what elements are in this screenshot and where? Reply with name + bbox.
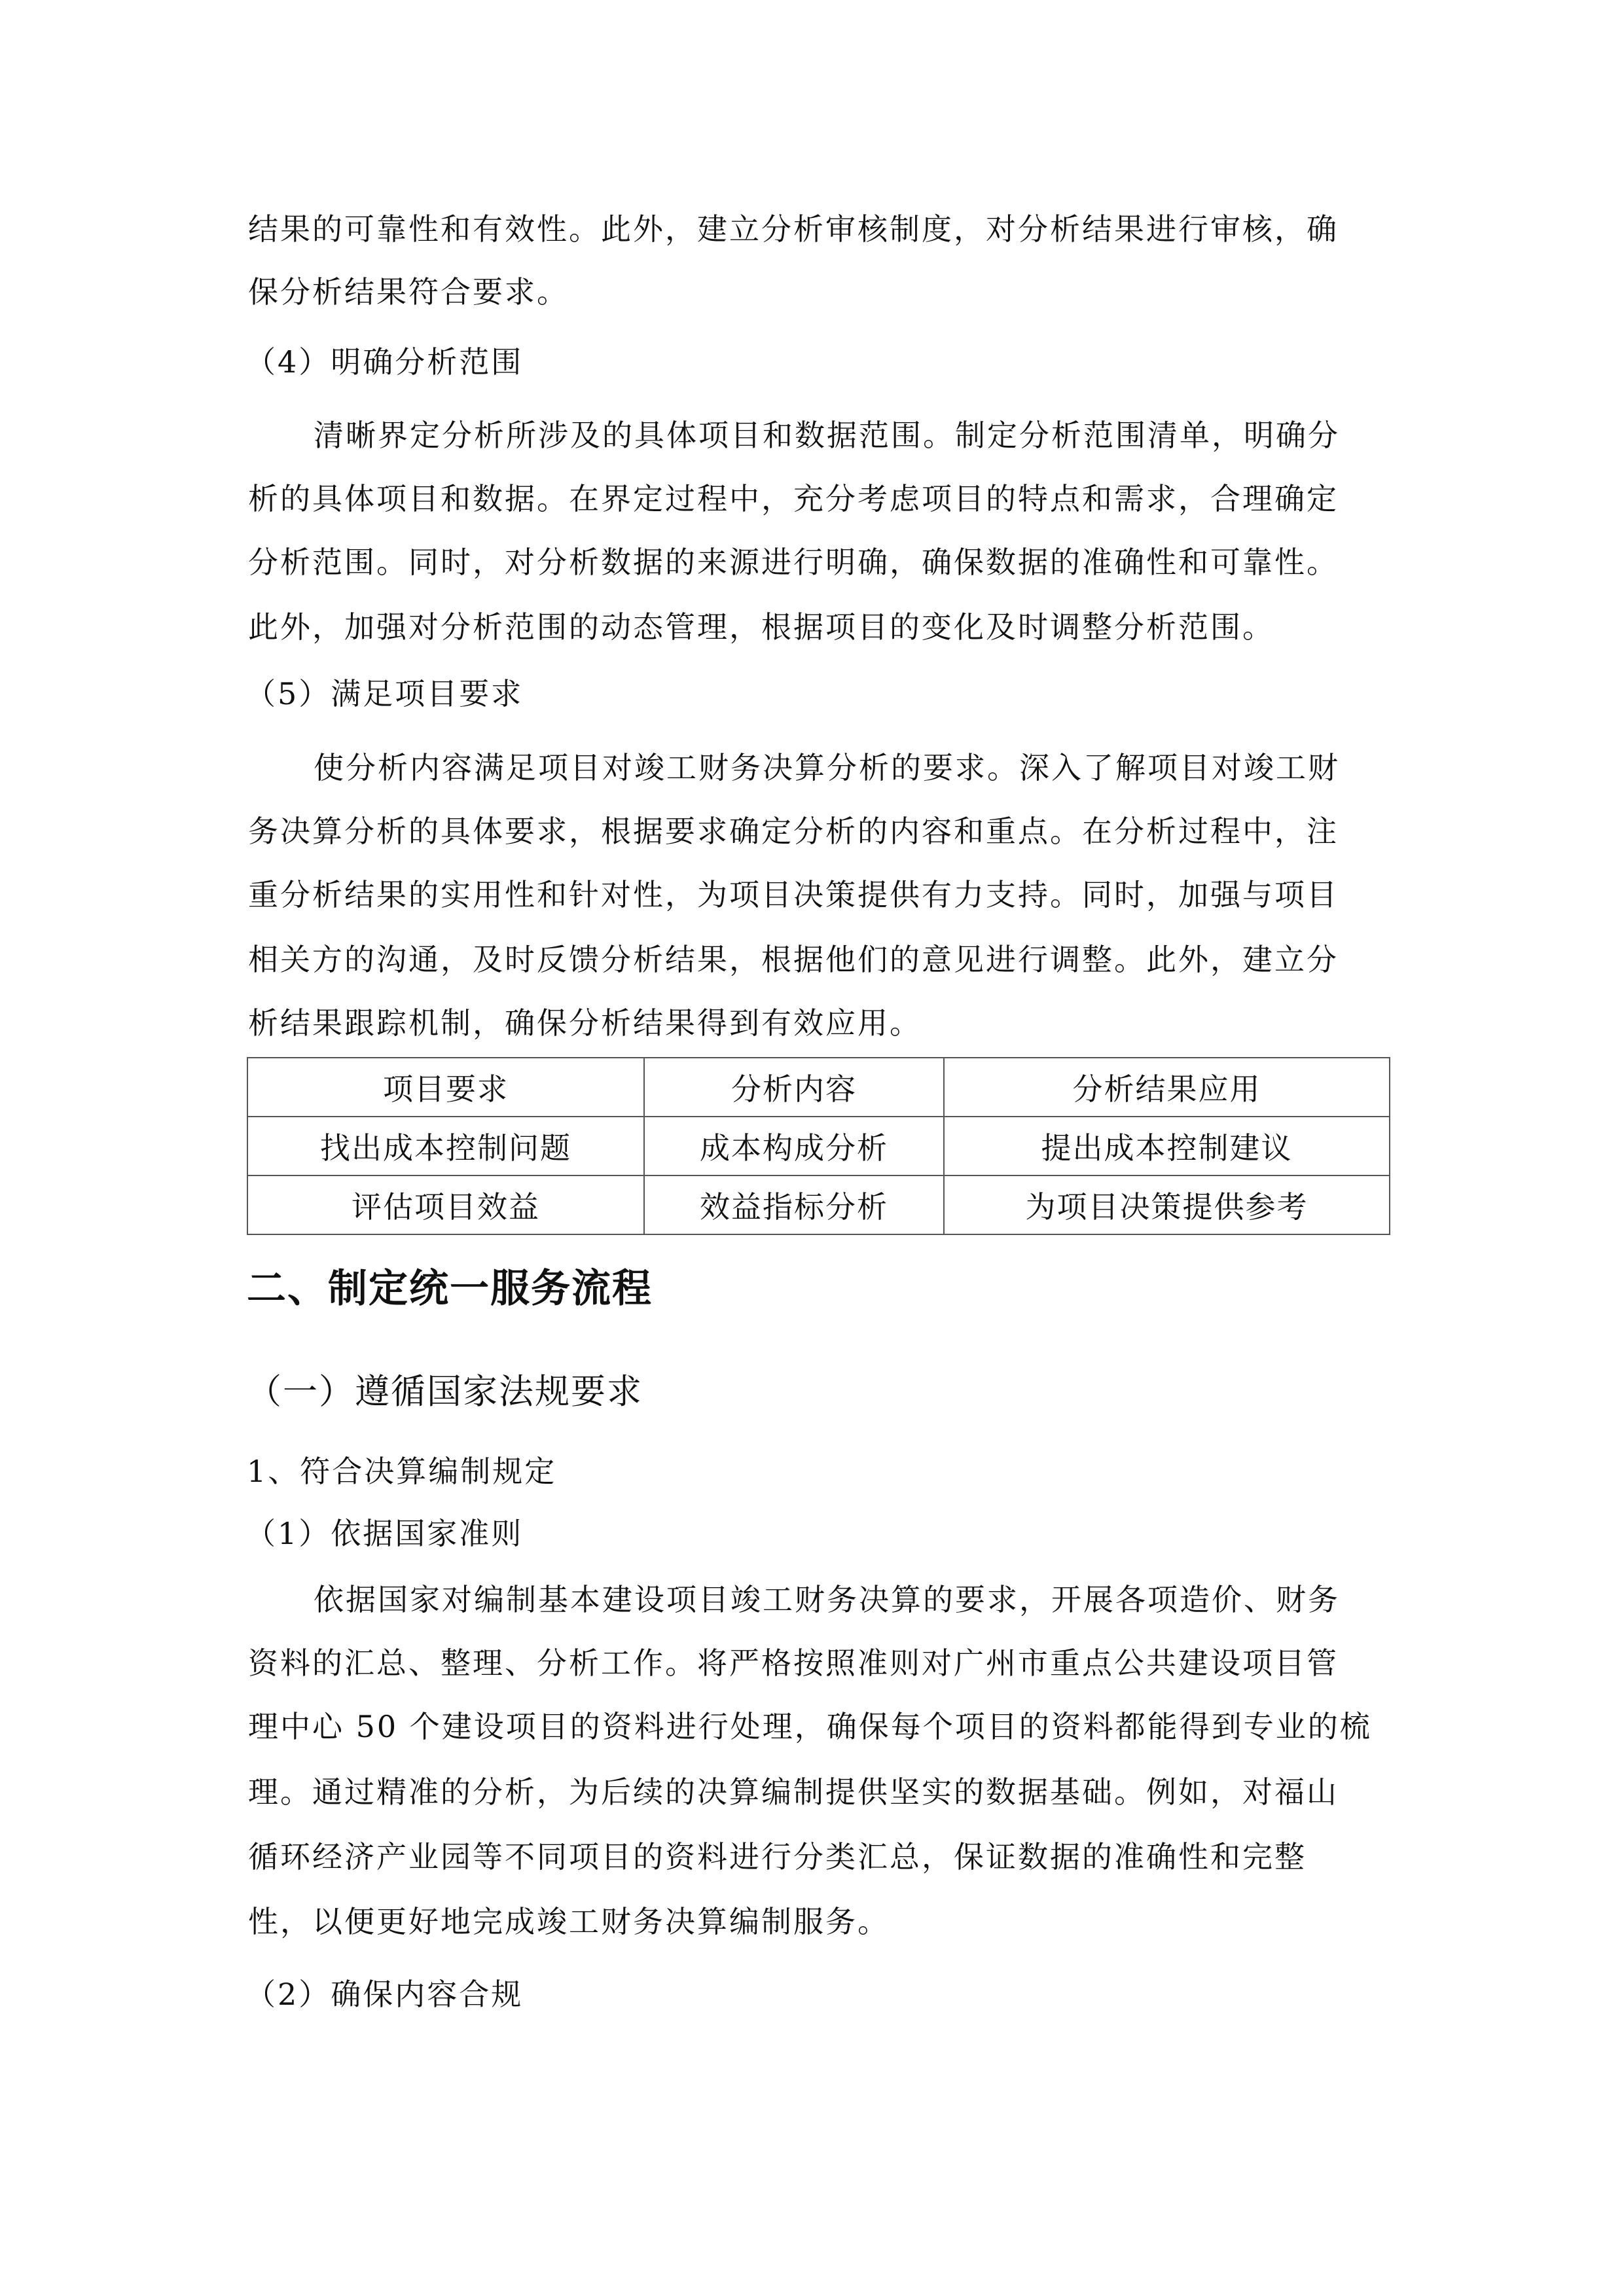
table-cell: 为项目决策提供参考 [944, 1175, 1390, 1234]
table-header: 分析内容 [644, 1058, 944, 1117]
section-heading: 二、制定统一服务流程 [247, 1266, 653, 1312]
text-line: 析结果跟踪机制，确保分析结果得到有效应用。 [248, 1005, 922, 1041]
table-cell: 效益指标分析 [644, 1175, 944, 1234]
table-header-row [247, 1058, 1390, 1117]
table-cell: 评估项目效益 [247, 1175, 644, 1234]
table-cell: 提出成本控制建议 [944, 1117, 1390, 1175]
table-row [247, 1175, 1390, 1234]
subheading: （4）明确分析范围 [245, 344, 524, 380]
item-heading: 1、符合决算编制规定 [247, 1454, 557, 1489]
text-line: 清晰界定分析所涉及的具体项目和数据范围。制定分析范围清单，明确分 [314, 418, 1340, 453]
table-cell: 成本构成分析 [644, 1117, 944, 1175]
text-line: 理。通过精准的分析，为后续的决算编制提供坚实的数据基础。例如，对福山 [248, 1774, 1339, 1810]
text-line: 分析范围。同时，对分析数据的来源进行明确，确保数据的准确性和可靠性。 [248, 545, 1339, 580]
text-line: 循环经济产业园等不同项目的资料进行分类汇总，保证数据的准确性和完整 [248, 1839, 1307, 1874]
text-line: 务决算分析的具体要求，根据要求确定分析的内容和重点。在分析过程中，注 [248, 814, 1339, 849]
table-header: 项目要求 [247, 1058, 644, 1117]
subheading: （5）满足项目要求 [245, 676, 524, 711]
table-row [247, 1117, 1390, 1175]
text-line: 结果的可靠性和有效性。此外，建立分析审核制度，对分析结果进行审核，确 [248, 211, 1339, 247]
table-cell: 找出成本控制问题 [247, 1117, 644, 1175]
text-line: 析的具体项目和数据。在界定过程中，充分考虑项目的特点和需求，合理确定 [248, 481, 1339, 516]
text-line: 理中心 50 个建设项目的资料进行处理，确保每个项目的资料都能得到专业的梳 [248, 1709, 1372, 1744]
table-header: 分析结果应用 [944, 1058, 1390, 1117]
subheading: （2）确保内容合规 [245, 1977, 524, 2012]
text-line: 依据国家对编制基本建设项目竣工财务决算的要求，开展各项造价、财务 [314, 1582, 1340, 1617]
text-line: 此外，加强对分析范围的动态管理，根据项目的变化及时调整分析范围。 [248, 609, 1274, 645]
analysis-table [247, 1057, 1390, 1235]
subheading: （1）依据国家准则 [245, 1516, 524, 1551]
text-line: 使分析内容满足项目对竣工财务决算分析的要求。深入了解项目对竣工财 [314, 750, 1340, 785]
text-line: 重分析结果的实用性和针对性，为项目决策提供有力支持。同时，加强与项目 [248, 877, 1339, 912]
text-line: 性，以便更好地完成竣工财务决算编制服务。 [248, 1904, 890, 1939]
text-line: 资料的汇总、整理、分析工作。将严格按照准则对广州市重点公共建设项目管 [248, 1645, 1339, 1681]
text-line: 相关方的沟通，及时反馈分析结果，根据他们的意见进行调整。此外，建立分 [248, 942, 1339, 977]
subsection-heading: （一）遵循国家法规要求 [247, 1372, 643, 1412]
text-line: 保分析结果符合要求。 [248, 274, 569, 310]
